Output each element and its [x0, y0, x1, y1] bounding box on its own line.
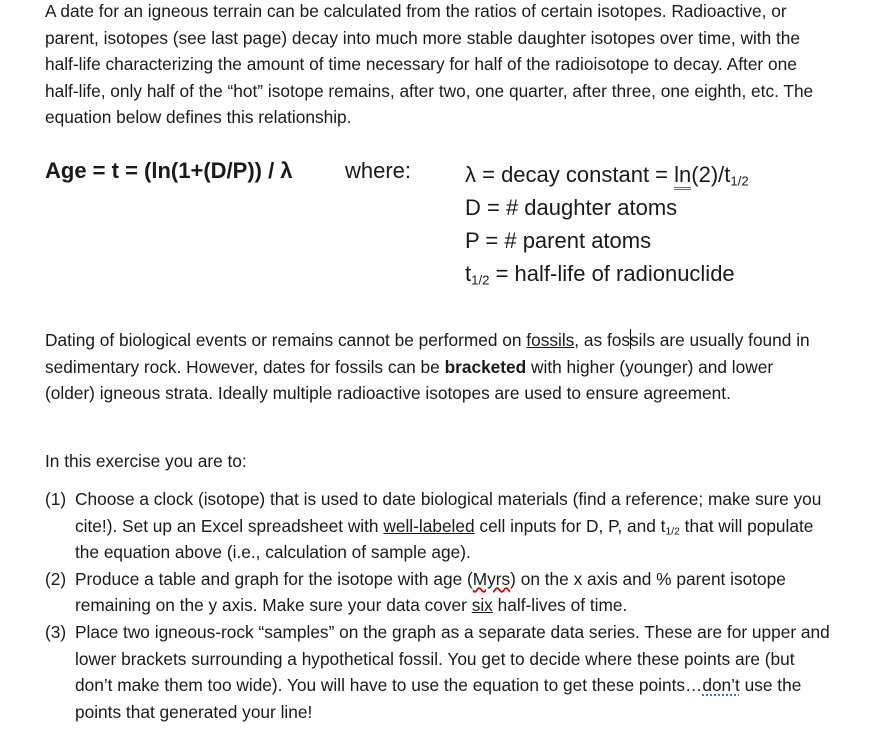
task-item-2 [45, 566, 835, 619]
task-item-3 [45, 619, 835, 725]
lambda-def-prefix: λ = decay constant = [465, 162, 675, 187]
task-text: that will populate the equation above (i.e., calculation of sample age). [75, 515, 814, 563]
exercise-intro: In this exercise you are to: [45, 451, 247, 471]
task-number: (3) [45, 621, 67, 642]
para2-text-1: Dating of biological events or remains cannot be performed on [45, 330, 527, 350]
well-labeled-underline: well-labeled [383, 515, 475, 536]
task-list [45, 486, 835, 725]
equation-block [45, 156, 845, 296]
task-number: (1) [45, 489, 67, 509]
task-text: use the points that generated your line! [75, 675, 802, 722]
t-definition [465, 257, 749, 290]
myrs-spelling-mark[interactable]: Myrs [472, 568, 511, 589]
where-label: where: [345, 158, 412, 183]
fossils-link[interactable]: fossils [526, 330, 575, 350]
variable-definitions [465, 158, 749, 290]
task-number: (2) [45, 568, 67, 589]
task-text: half-lives of time. [492, 595, 628, 616]
t-symbol: t [465, 261, 472, 286]
fossil-dating-paragraph [45, 327, 825, 407]
d-definition: D = # daughter atoms [465, 195, 678, 220]
task-text: Choose a clock (isotope) that is used to date biological materials (find a reference; make sure you cite!). Set up an Excel spreadsheet with [75, 489, 822, 536]
task-text: cell inputs for D, P, and t [474, 515, 666, 536]
task-item-1 [45, 486, 835, 566]
task-text: Produce a table and graph for the isotope with age ( [75, 568, 473, 589]
lambda-def-rest: (2)/t [691, 162, 731, 187]
bracketed-bold: bracketed [444, 356, 527, 377]
para2-text-4: with higher (younger) and lower (older) igneous strata. Ideally multiple radioactive isotopes are used to ensure agreement. [45, 356, 774, 404]
half-life-subscript: 1/2 [730, 173, 749, 189]
intro-paragraph: A date for an igneous terrain can be calculated from the ratios of certain isotopes. Radioactive, or parent, isotopes (see last page) decay into much more stable daughter isotopes over time, with the half-life characterizing the amount of time necessary for half of the radioisotope to decay. After one half-life, only half of the “hot” isotope remains, after two, one quarter, after three, one eighth, etc. The equation below defines this relationship. [45, 1, 814, 128]
half-life-subscript: 1/2 [471, 272, 490, 288]
half-life-subscript: 1/2 [665, 526, 680, 538]
para2-text-3: sils are usually found in sedimentary rock. However, dates for fossils can be [45, 330, 810, 377]
para2-text-2: , as fos [574, 330, 631, 350]
six-underline: six [471, 595, 493, 616]
t-def-text: = half-life of radionuclide [489, 261, 735, 286]
age-equation: Age = t = (ln(1+(D/P)) / λ [45, 158, 293, 183]
ln-grammar-mark[interactable]: ln [674, 162, 691, 190]
task-text: ) on the x axis and % parent isotope remaining on the y axis. Make sure your data cover [75, 568, 786, 616]
p-definition: P = # parent atoms [465, 228, 652, 253]
lambda-definition [465, 158, 749, 191]
dont-grammar-mark[interactable]: don’t [702, 675, 740, 696]
task-text: Place two igneous-rock “samples” on the graph as a separate data series. These are for upper and lower brackets surrounding a hypothetical fossil. You get to decide where these points are (but don’t make them too wide). You will have to use the equation to get these points… [75, 621, 830, 696]
